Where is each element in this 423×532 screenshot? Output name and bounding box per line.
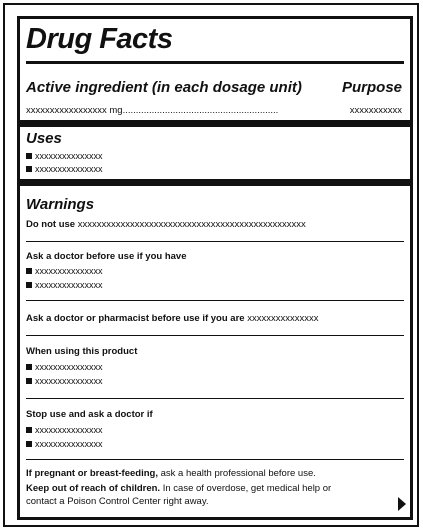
page-title: Drug Facts: [26, 23, 173, 55]
warnings-panel: [17, 182, 413, 520]
pregnant-line: If pregnant or breast-feeding, ask a health professional before use.: [26, 468, 316, 479]
uses-panel: [17, 123, 413, 182]
list-item: xxxxxxxxxxxxxxx: [26, 164, 103, 175]
drug-facts-label: [3, 3, 419, 527]
do-not-use-line: Do not use xxxxxxxxxxxxxxxxxxxxxxxxxxxxxxxxxxxxxxxxxxxxxxxx: [26, 219, 306, 230]
warnings-heading: Warnings: [26, 196, 95, 213]
bullet-icon: [26, 427, 32, 433]
continue-arrow-icon: [398, 497, 406, 511]
list-item: xxxxxxxxxxxxxxx: [26, 151, 103, 162]
bullet-icon: [26, 268, 32, 274]
bullet-icon: [26, 364, 32, 370]
active-ingredient-heading: Active ingredient (in each dosage unit): [26, 79, 302, 96]
divider: [26, 398, 404, 399]
header-rule: [26, 61, 404, 64]
stop-use-heading: Stop use and ask a doctor if: [26, 409, 153, 420]
purpose-heading: Purpose: [341, 79, 402, 96]
uses-heading: Uses: [26, 130, 62, 147]
list-item: xxxxxxxxxxxxxxx: [26, 266, 103, 277]
list-item: xxxxxxxxxxxxxxx: [26, 425, 103, 436]
list-item: xxxxxxxxxxxxxxx: [26, 362, 103, 373]
bullet-icon: [26, 282, 32, 288]
list-item: xxxxxxxxxxxxxxx: [26, 280, 103, 291]
when-using-heading: When using this product: [26, 346, 138, 357]
ingredient-line: xxxxxxxxxxxxxxxxx mg...........................................................: [26, 105, 279, 116]
keep-out-line: Keep out of reach of children. In case of overdose, get medical help or: [26, 483, 332, 494]
purpose-value: xxxxxxxxxxx: [349, 105, 402, 116]
keep-out-line-2: contact a Poison Control Center right away.: [26, 496, 209, 507]
divider: [26, 241, 404, 242]
divider: [26, 300, 404, 301]
bullet-icon: [26, 378, 32, 384]
list-item: xxxxxxxxxxxxxxx: [26, 376, 103, 387]
drug-facts-header-panel: [17, 16, 413, 123]
bullet-icon: [26, 166, 32, 172]
bullet-icon: [26, 441, 32, 447]
ask-doctor-pharmacist-line: Ask a doctor or pharmacist before use if you are xxxxxxxxxxxxxxx: [26, 313, 319, 324]
ask-doctor-heading: Ask a doctor before use if you have: [26, 251, 187, 262]
bullet-icon: [26, 153, 32, 159]
divider: [26, 459, 404, 460]
list-item: xxxxxxxxxxxxxxx: [26, 439, 103, 450]
divider: [26, 335, 404, 336]
